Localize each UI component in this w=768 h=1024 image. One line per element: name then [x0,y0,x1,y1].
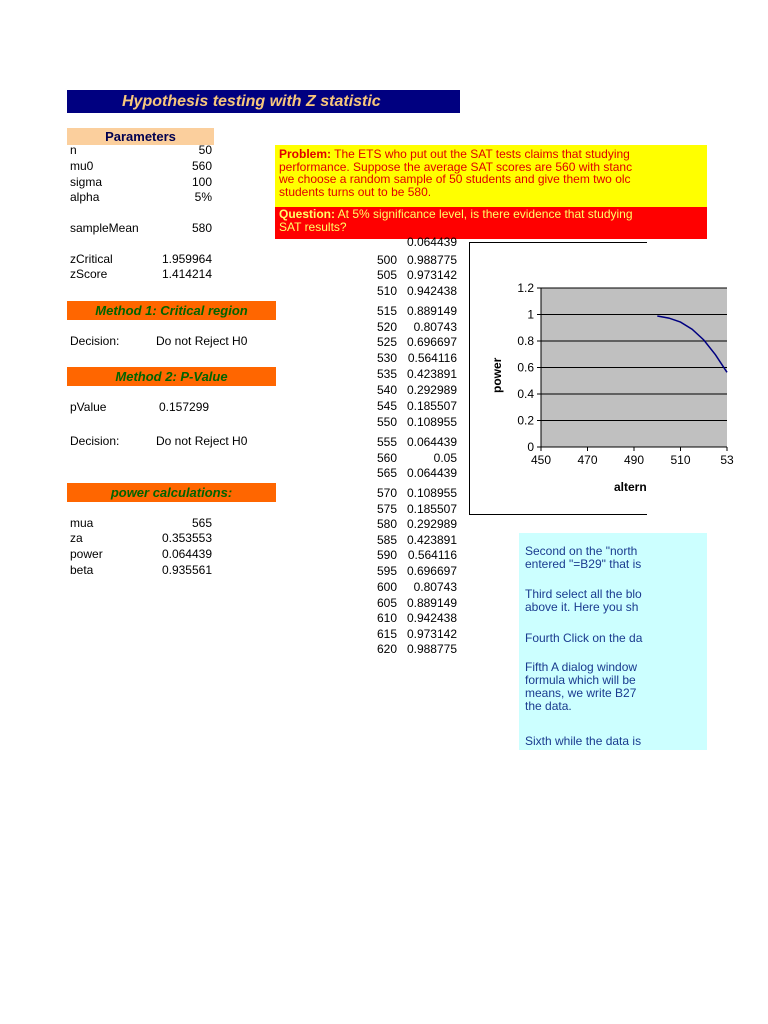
question-text: At 5% significance level, is there evidence that studying SAT results? [279,207,633,234]
table-y-cell[interactable]: 0.064439 [406,466,457,480]
x-tick-label: 490 [623,453,645,467]
table-x-cell[interactable]: 615 [376,627,397,641]
method2-decision-label: Decision: [70,434,120,448]
param-value-sigma[interactable]: 100 [191,175,212,189]
param-label-n: n [70,143,77,157]
table-x-cell[interactable]: 620 [376,642,397,656]
param-value-samplemean[interactable]: 580 [191,221,212,235]
note-fifth: Fifth A dialog window formula which will be means, we write B27 the data. [525,660,638,713]
table-first-value[interactable]: 0.064439 [406,235,457,249]
table-y-cell[interactable]: 0.185507 [406,399,457,413]
x-tick-label: 510 [670,453,691,467]
table-x-cell[interactable]: 565 [376,466,397,480]
param-value-zscore[interactable]: 1.414214 [161,267,212,281]
y-tick-label: 0 [527,440,534,454]
table-x-cell[interactable]: 510 [376,284,397,298]
y-axis-title: power [490,357,504,393]
table-y-cell[interactable]: 0.185507 [406,502,457,516]
table-y-cell[interactable]: 0.889149 [406,596,457,610]
table-y-cell[interactable]: 0.564116 [407,351,457,365]
table-y-cell[interactable]: 0.973142 [406,268,457,282]
table-y-cell[interactable]: 0.108955 [406,486,457,500]
table-y-cell[interactable]: 0.696697 [406,564,457,578]
table-y-cell[interactable]: 0.988775 [406,253,457,267]
note-third: Third select all the blo above it. Here you sh [525,587,642,614]
table-x-cell[interactable]: 550 [376,415,397,429]
table-y-cell[interactable]: 0.108955 [406,415,457,429]
y-tick-label: 1 [527,307,534,322]
x-tick-label: 450 [530,453,552,467]
power-label-beta: beta [70,563,94,577]
pvalue-label: pValue [70,400,107,414]
table-x-cell[interactable]: 520 [376,320,397,334]
table-x-cell[interactable]: 535 [376,367,397,381]
power-value-mua[interactable]: 565 [191,516,212,530]
problem-label: Problem: [279,147,332,161]
method2-decision-value[interactable]: Do not Reject H0 [156,434,248,448]
question-box [275,207,707,239]
power-label-mua: mua [70,516,94,530]
table-x-cell[interactable]: 540 [376,383,397,397]
param-value-n[interactable]: 50 [198,143,212,157]
table-y-cell[interactable]: 0.80743 [413,580,457,594]
table-x-cell[interactable]: 610 [376,611,397,625]
power-chart-svg [470,243,734,514]
y-tick-label: 0.8 [517,334,534,348]
power-header: power calculations: [67,483,276,502]
y-tick-label: 0.2 [517,413,534,428]
pvalue-value[interactable]: 0.157299 [159,400,210,414]
table-y-cell[interactable]: 0.05 [433,451,457,465]
y-tick-label: 1.2 [517,281,534,295]
problem-box [275,145,707,207]
sheet-title: Hypothesis testing with Z statistic [67,90,460,113]
table-y-cell[interactable]: 0.988775 [406,642,457,656]
table-x-cell[interactable]: 560 [376,451,397,465]
table-x-cell[interactable]: 595 [376,564,397,578]
table-y-cell[interactable]: 0.423891 [406,533,457,547]
table-y-cell[interactable]: 0.973142 [406,627,457,641]
y-tick-label: 0.6 [517,360,534,375]
param-value-alpha[interactable]: 5% [194,190,212,204]
param-value-mu0[interactable]: 560 [191,159,212,173]
instructions-box [519,533,707,750]
table-y-cell[interactable]: 0.696697 [406,335,457,349]
x-tick-label: 470 [577,453,598,467]
table-x-cell[interactable]: 525 [376,335,397,349]
power-label-za: za [70,531,83,545]
table-x-cell[interactable]: 575 [376,502,397,516]
table-x-cell[interactable]: 500 [376,253,397,267]
x-tick-label: 53 [720,453,734,467]
param-label-mu0: mu0 [70,159,94,173]
power-value-power[interactable]: 0.064439 [161,547,212,561]
table-y-cell[interactable]: 0.423891 [406,367,457,381]
table-y-cell[interactable]: 0.80743 [413,320,457,334]
note-sixth: Sixth while the data is [525,734,642,748]
table-x-cell[interactable]: 590 [376,548,397,562]
param-label-zscore: zScore [70,267,108,281]
note-second: Second on the "north entered "=B29" that is [525,544,642,571]
method1-decision-value[interactable]: Do not Reject H0 [156,334,248,348]
table-x-cell[interactable]: 600 [376,580,397,594]
table-y-cell[interactable]: 0.942438 [406,611,457,625]
table-x-cell[interactable]: 570 [376,486,397,500]
method1-header: Method 1: Critical region [67,301,276,320]
table-y-cell[interactable]: 0.889149 [406,304,457,318]
problem-text: The ETS who put out the SAT tests claims that studying performance. Suppose the average SAT scores are 560 with stanc we choose a random sample of 50 students and give them two olc students turns out to be 580. [279,147,633,199]
table-y-cell[interactable]: 0.942438 [406,284,457,298]
power-value-za[interactable]: 0.353553 [161,531,212,545]
y-tick-label: 0.4 [517,387,534,401]
table-y-cell[interactable]: 0.292989 [406,383,457,397]
note-fourth: Fourth Click on the da [525,631,643,645]
param-label-samplemean: sampleMean [70,221,139,235]
param-label-zcritical: zCritical [70,252,113,266]
method1-decision-label: Decision: [70,334,120,348]
x-axis-title: altern [614,480,647,494]
table-x-cell[interactable]: 585 [376,533,397,547]
table-x-cell[interactable]: 605 [376,596,397,610]
power-chart[interactable] [469,242,734,515]
param-value-zcritical[interactable]: 1.959964 [161,252,212,266]
method2-header: Method 2: P-Value [67,367,276,386]
table-x-cell[interactable]: 530 [376,351,397,365]
power-value-beta[interactable]: 0.935561 [161,563,212,577]
table-x-cell[interactable]: 580 [376,517,397,531]
table-y-cell[interactable]: 0.292989 [406,517,457,531]
table-y-cell[interactable]: 0.064439 [406,435,457,449]
param-label-alpha: alpha [70,190,100,204]
table-x-cell[interactable]: 555 [376,435,397,449]
table-x-cell[interactable]: 515 [376,304,397,318]
question-label: Question: [279,207,335,221]
param-label-sigma: sigma [70,175,103,189]
parameters-header: Parameters [67,128,214,145]
table-y-cell[interactable]: 0.564116 [407,548,457,562]
table-x-cell[interactable]: 545 [376,399,397,413]
table-x-cell[interactable]: 505 [376,268,397,282]
power-label-power: power [70,547,103,561]
